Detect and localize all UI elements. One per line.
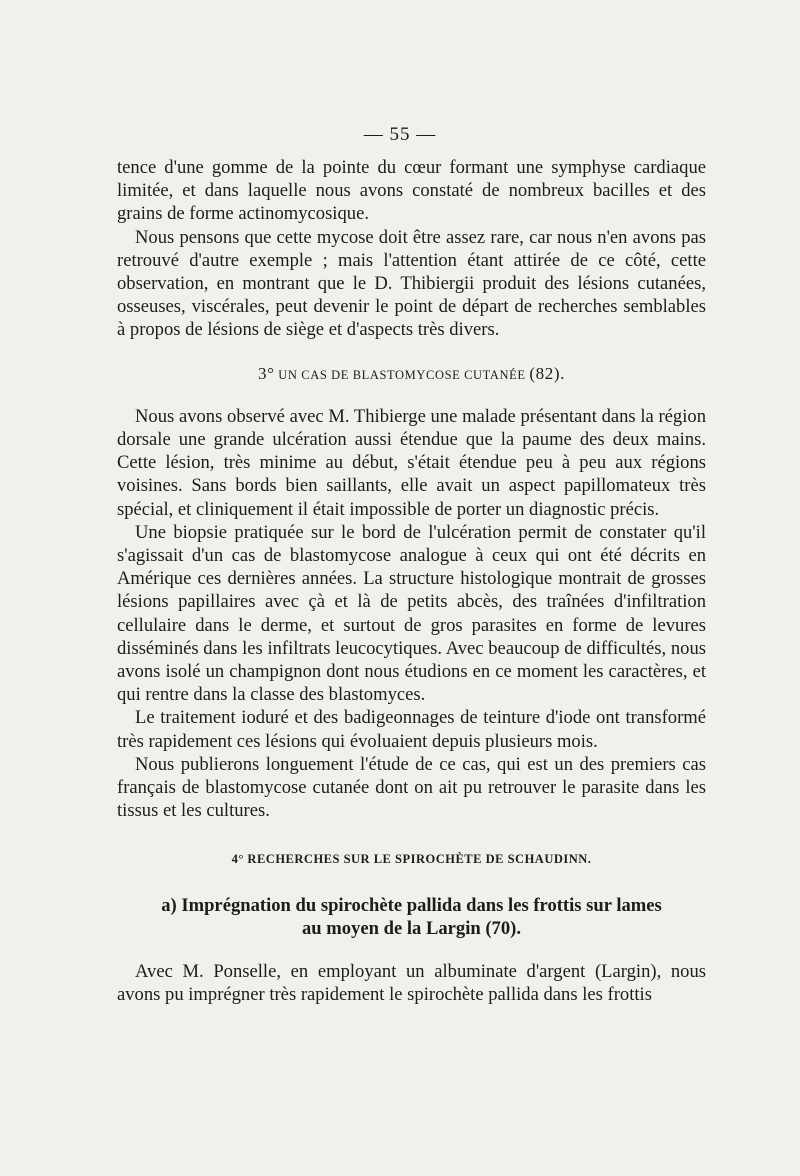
paragraph: Nous pensons que cette mycose doit être assez rare, car nous n'en avons pas retrouvé d'autre exemple ; mais l'attention étant attirée de ce côté, cette observation, en montrant que le D. Thibiergii produit des lésions cutanées, osseuses, viscérales, peut devenir le point de départ de recherches semblables à propos de lésions de siège et d'aspects très divers. (117, 226, 706, 341)
subsection-heading-line: au moyen de la Largin (70). (302, 917, 521, 939)
paragraph: Une biopsie pratiquée sur le bord de l'ulcération permit de constater qu'il s'agissait d'un cas de blastomycose analogue à ceux qui ont été décrits en Amérique ces dernières années. La structure histologique montrait de grosses lésions papillaires avec çà et là de petits abcès, des traînées d'infiltration cellulaire dans le derme, et surtout de gros parasites en forme de levures disséminés dans les infiltrats leucocytiques. Avec beaucoup de difficultés, nous avons isolé un champignon dont nous étudions en ce moment les caractères, et qui rentre dans la classe des blastomyces. (117, 521, 706, 706)
section-title: UN CAS DE BLASTOMYCOSE CUTANÉE (278, 367, 526, 382)
paragraph: tence d'une gomme de la pointe du cœur formant une symphyse cardiaque limitée, et dans laquelle nous avons constaté de nombreux bacilles et des grains de forme actinomycosique. (117, 157, 706, 225)
paragraph: Le traitement ioduré et des badigeonnages de teinture d'iode ont transformé très rapidement ces lésions qui évoluaient depuis plusieurs mois. (117, 707, 706, 752)
paragraph: Nous avons observé avec M. Thibierge une malade présentant dans la région dorsale une grande ulcération aussi étendue que la paume des deux mains. Cette lésion, très minime au début, s'était étendue peu à peu aux régions voisines. Sans bords bien saillants, elle avait un aspect papillomateux très spécial, et cliniquement il était impossible de porter un diagnostic précis. (117, 405, 706, 520)
section-reference: (82). (529, 363, 565, 383)
subsection-heading-a (117, 894, 706, 940)
body-text (117, 156, 706, 1006)
section-heading-4: 4° RECHERCHES SUR LE SPIROCHÈTE DE SCHAUDINN. (231, 852, 592, 867)
subsection-heading-line: a) Imprégnation du spirochète pallida dans les frottis sur lames (161, 894, 662, 916)
page-number: — 55 — (363, 124, 437, 145)
paragraph: Nous publierons longuement l'étude de ce cas, qui est un des premiers cas français de blastomycose cutanée dont on ait pu retrouver le parasite dans les tissus et les cultures. (117, 753, 706, 822)
section-number: 3° (258, 363, 275, 383)
section-heading-3 (117, 362, 706, 387)
paragraph: Avec M. Ponselle, en employant un albuminate d'argent (Largin), nous avons pu imprégner très rapidement le spirochète pallida dans les frottis (117, 960, 706, 1005)
